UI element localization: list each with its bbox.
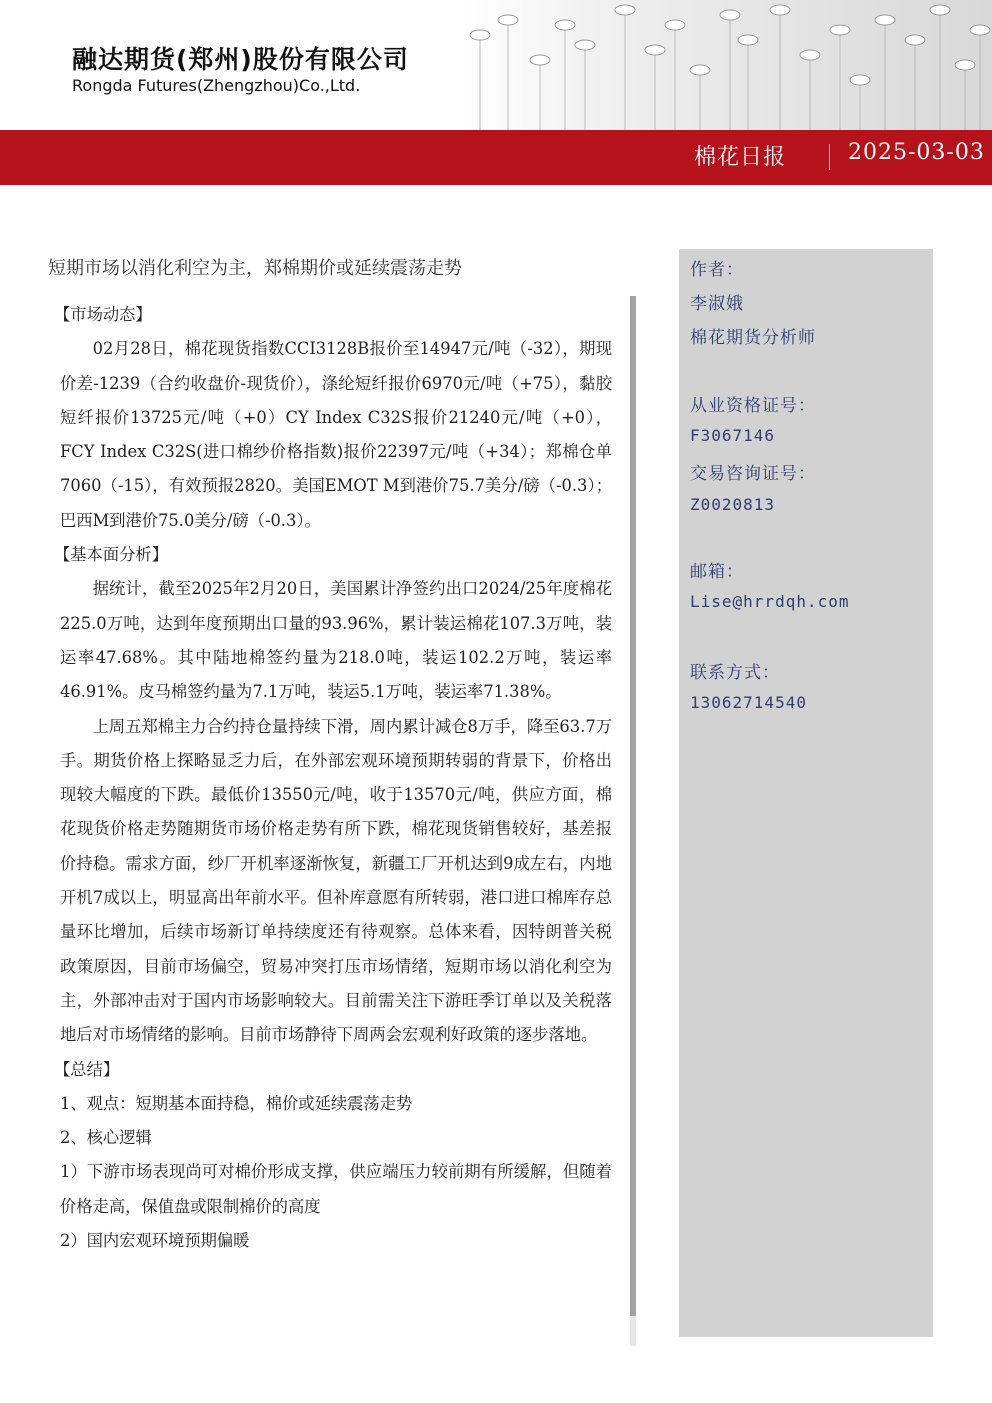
header-decoration [460,0,992,130]
consult-label: 交易咨询证号： [690,464,816,484]
cert-label: 从业资格证号： [690,396,816,416]
fundamental-paragraph-2: 上周五郑棉主力合约持仓量持续下滑，周内累计减仓8万手，降至63.7万手。期货价格上探略显乏力后，在外部宏观环境预期转弱的背景下，价格出现较大幅度的下跌。最低价13550元/吨，收于13570元/吨，供应方面，棉花现货价格走势随期货市场价格走势有所下跌，棉花现货销售较好，基差报价持稳。需求方面，纱厂开机率逐渐恢复，新疆工厂开机达到9成左右，内地开机7成以上，明显高出年前水平。但补库意愿有所转弱，港口进口棉库存总量环比增加，后续市场新订单持续度还有待观察。总体来看，因特朗普关税政策原因，目前市场偏空，贸易冲突打压市场情绪，短期市场以消化利空为主，外部冲击对于国内市场影响较大。目前需关注下游旺季订单以及关税落地后对市场情绪的影响。目前市场静待下周两会宏观利好政策的逐步落地。 [60,716,612,1045]
company-name-en: Rongda Futures(Zhengzhou)Co.,Ltd. [72,76,361,95]
scrollbar[interactable] [630,296,636,1346]
fundamental-paragraph-1: 据统计，截至2025年2月20日，美国累计净签约出口2024/25年度棉花225.0万吨，达到年度预期出口量的93.96%，累计装运棉花107.3万吨，装运率47.68%。其中陆地棉签约量为218.0吨，装运102.2万吨，装运率46.91%。皮马棉签约量为7.1万吨，装运5.1万吨，装运率71.38%。 [60,579,612,702]
contact-label: 联系方式： [690,663,780,683]
banner-divider [829,144,830,170]
cert-number: F3067146 [690,426,776,445]
email-label: 邮箱： [690,562,744,582]
company-name-cn: 融达期货(郑州)股份有限公司 [72,45,409,74]
section-title-market: 【市场动态】 [54,305,152,324]
phone-number: 13062714540 [690,693,807,712]
email-link[interactable]: Lise@hrrdqh.com [690,592,850,611]
consult-number: Z0020813 [690,495,776,514]
section-title-fundamental: 【基本面分析】 [54,545,168,565]
author-name: 李淑娥 [690,294,744,314]
report-body [54,298,612,1258]
report-date: 2025-03-03 [848,140,985,165]
author-title: 棉花期货分析师 [690,328,816,348]
author-label: 作者： [690,260,744,280]
summary-item-2: 2、核心逻辑 [60,1128,152,1148]
summary-item-3: 1）下游市场表现尚可对棉价形成支撑，供应端压力较前期有所缓解，但随着价格走高，保值盘或限制棉价的高度 [60,1162,612,1216]
report-headline: 短期市场以消化利空为主，郑棉期价或延续震荡走势 [48,258,462,279]
author-sidebar [679,249,933,1337]
report-title: 棉花日报 [694,145,787,170]
market-paragraph: 02月28日，棉花现货指数CCI3128B报价至14947元/吨（-32），期现价差-1239（合约收盘价-现货价），涤纶短纤报价6970元/吨（+75），黏胶短纤报价13725元/吨（+0）CY Index C32S报价21240元/吨（+0），FCY Index C32S(进口棉纱价格指数)报价22397元/吨（+34）；郑棉仓单7060（-15），有效预报2820。美国EMOT M到港价75.7美分/磅（-0.3）；巴西M到港价75.0美分/磅（-0.3）。 [60,339,612,530]
section-title-summary: 【总结】 [54,1059,120,1079]
report-banner [0,130,992,185]
summary-item-4: 2）国内宏观环境预期偏暖 [60,1231,250,1251]
summary-item-1: 1、观点：短期基本面持稳，棉价或延续震荡走势 [60,1093,413,1113]
scrollbar-thumb[interactable] [630,296,636,1316]
